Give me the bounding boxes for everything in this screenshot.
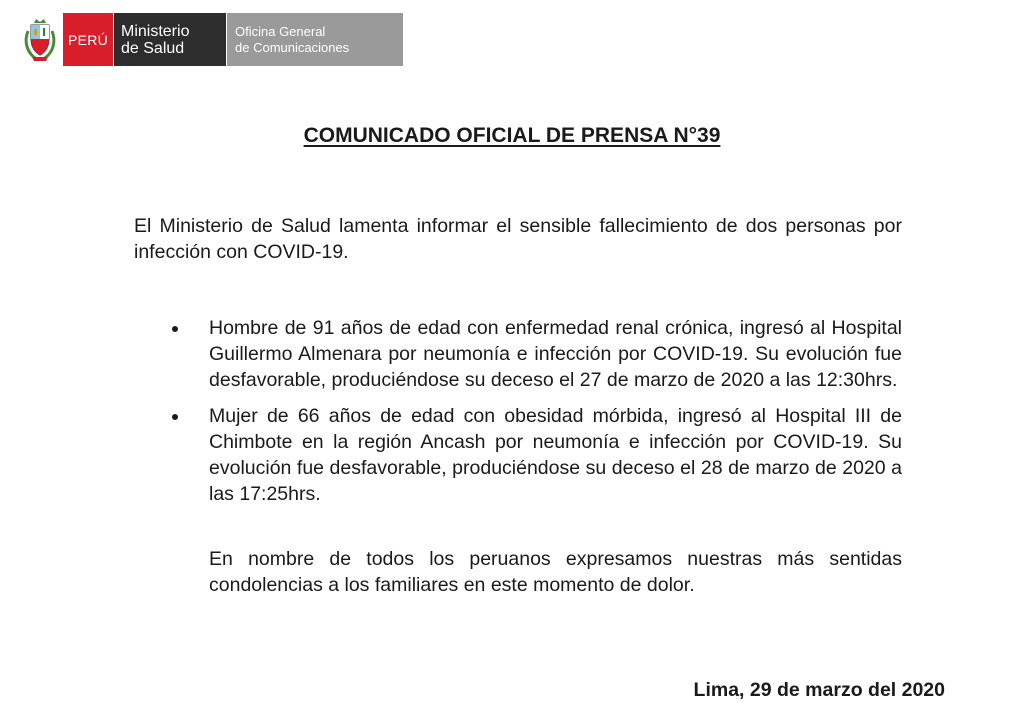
list-item-text: Mujer de 66 años de edad con obesidad mórbida, ingresó al Hospital III de Chimbote en la región Ancash por neumonía e infección por COVID-19. Su evolución fue desfavorable, produciéndose su deceso el 28 de marzo de 2020 a las 17:25hrs. bbox=[209, 405, 902, 505]
document-title: COMUNICADO OFICIAL DE PRENSA N°39 bbox=[303, 124, 721, 147]
closing-paragraph: En nombre de todos los peruanos expresamos nuestras más sentidas condolencias a los familiares en este momento de dolor. bbox=[209, 548, 902, 596]
bullet-icon bbox=[172, 414, 178, 420]
ministry-name bbox=[113, 13, 226, 66]
office-name bbox=[226, 13, 403, 66]
ministry-header-logo bbox=[21, 13, 403, 66]
ministry-name-line2: de Salud bbox=[121, 39, 185, 57]
peru-label: PERÚ bbox=[63, 13, 113, 66]
office-name-line2: de Comunicaciones bbox=[235, 39, 350, 55]
ministry-name-line1: Ministerio bbox=[121, 22, 190, 40]
office-name-line1: Oficina General bbox=[235, 23, 326, 39]
deceased-list bbox=[170, 315, 902, 507]
list-item bbox=[170, 403, 902, 507]
date-signature-line: Lima, 29 de marzo del 2020 bbox=[693, 679, 945, 701]
bullet-icon bbox=[172, 326, 178, 332]
list-item bbox=[170, 315, 902, 393]
peru-coat-of-arms-icon bbox=[21, 13, 59, 66]
intro-paragraph: El Ministerio de Salud lamenta informar el sensible fallecimiento de dos personas por infección con COVID-19. bbox=[134, 215, 902, 263]
list-item-text: Hombre de 91 años de edad con enfermedad renal crónica, ingresó al Hospital Guillermo Almenara por neumonía e infección por COVID-19. Su evolución fue desfavorable, produciéndose su deceso el 27 de marzo de 2020 a las 12:30hrs. bbox=[209, 317, 902, 391]
